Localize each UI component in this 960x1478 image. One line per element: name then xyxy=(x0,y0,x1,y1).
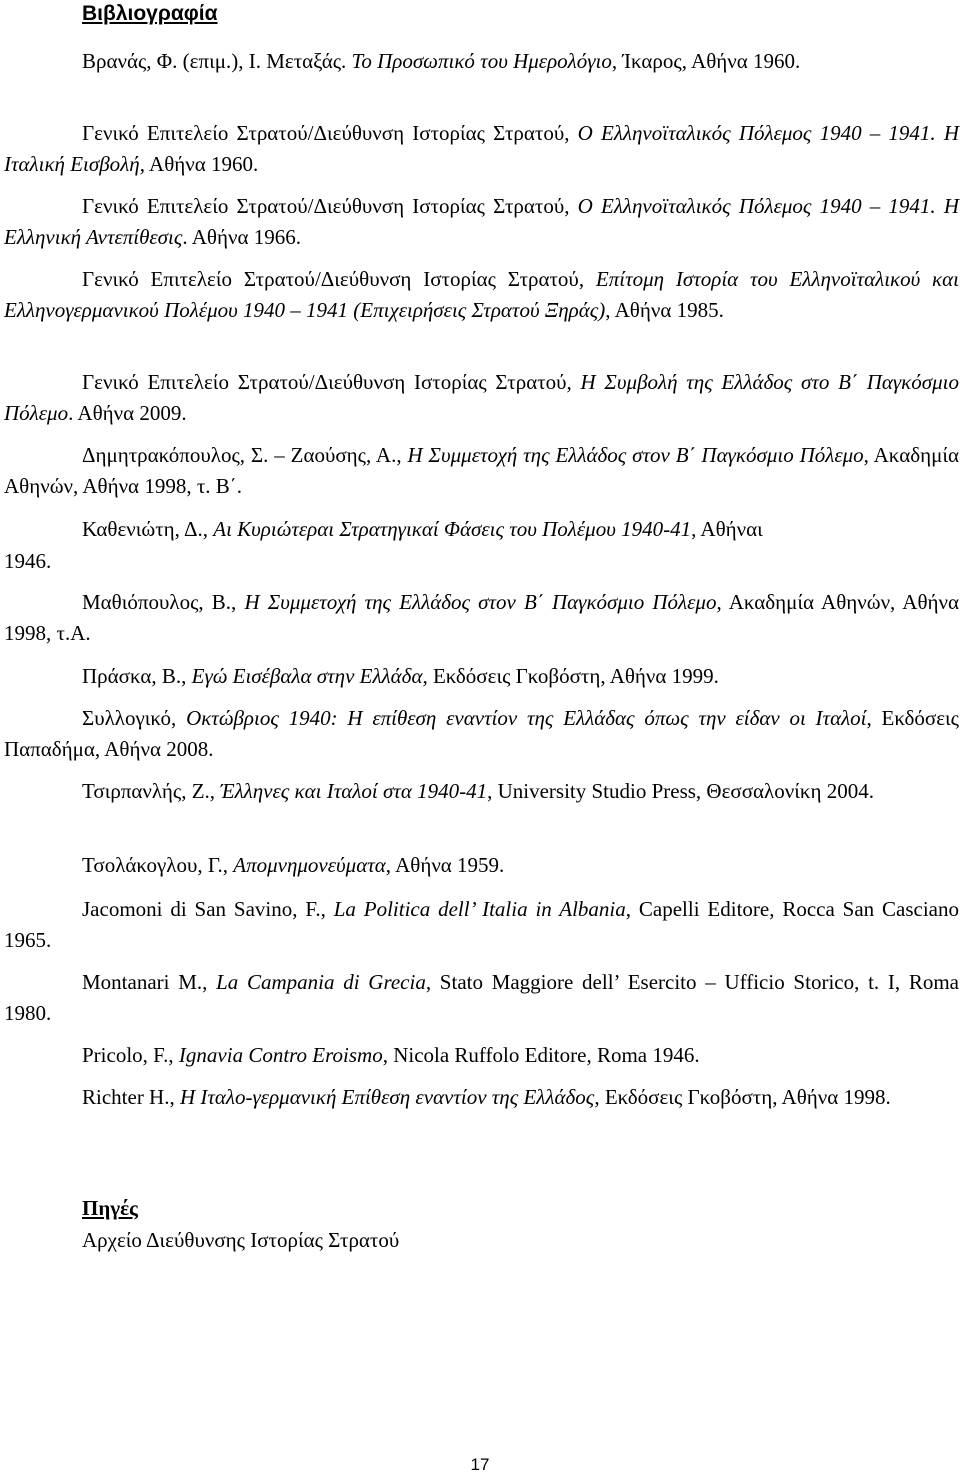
entry-title: Ο Ελληνοϊταλικός Πόλεμος 1940 – 1941. Η Ιταλική Εισβολή xyxy=(4,121,959,176)
entry-title: Αι Κυριώτεραι Στρατηγικαί Φάσεις του Πολέμου 1940-41 xyxy=(213,517,692,541)
entry-title: Το Προσωπικό του Ημερολόγιο xyxy=(351,49,612,73)
entry-publication: , Capelli Editore, Rocca San Casciano 1965. xyxy=(4,897,959,952)
entry-publication: , Nicola Ruffolo Editore, Roma 1946. xyxy=(382,1043,700,1067)
entry-title: La Politica dell’ Italia in Albania xyxy=(333,897,626,921)
entry-publication: , Stato Maggiore dell’ Esercito – Ufficio Storico, t. I, Roma 1980. xyxy=(4,970,959,1025)
entry-title: Η Συμμετοχή της Ελλάδος στον Β΄ Παγκόσμιο Πόλεμο xyxy=(244,590,717,614)
entry-publication: , Αθήναι xyxy=(691,517,763,541)
bibliography-entry xyxy=(4,967,959,1028)
entry-title: Επίτομη Ιστορία του Ελληνοϊταλικού και Ελληνογερμανικού Πολέμου 1940 – 1941 (Επιχειρήσεις Στρατού Ξηράς) xyxy=(4,267,959,322)
entry-publication: , Εκδόσεις Παπαδήμα, Αθήνα 2008. xyxy=(4,706,959,761)
bibliography-entry xyxy=(4,1082,959,1113)
entry-year: 1946. xyxy=(4,549,52,573)
entry-author: Συλλογικό, xyxy=(82,706,187,730)
entry-author: Pricolo, F., xyxy=(82,1043,179,1067)
entry-author: Γενικό Επιτελείο Στρατού/Διεύθυνση Ιστορίας Στρατού, xyxy=(82,267,596,291)
bibliography-heading: Βιβλιογραφία xyxy=(82,2,218,25)
entry-publication: , Ακαδημία Αθηνών, Αθήνα 1998, τ.Α. xyxy=(4,590,959,645)
entry-title: Απομνημονεύματα xyxy=(233,853,386,877)
entry-author: Γενικό Επιτελείο Στρατού/Διεύθυνση Ιστορίας Στρατού, xyxy=(82,194,578,218)
entry-author: Montanari M., xyxy=(82,970,217,994)
entry-title: La Campania di Grecia xyxy=(216,970,426,994)
entry-author: Τσολάκογλου, Γ., xyxy=(82,853,234,877)
entry-author: Richter H., xyxy=(82,1085,180,1109)
bibliography-entry xyxy=(4,894,959,955)
entry-title: Εγώ Εισέβαλα στην Ελλάδα xyxy=(191,664,423,688)
entry-author: Πράσκα, Β., xyxy=(82,664,192,688)
bibliography-entry xyxy=(4,367,959,428)
entry-title: Έλληνες και Ιταλοί στα 1940-41 xyxy=(220,779,488,803)
entry-publication: , Αθήνα 1960. xyxy=(139,151,259,176)
entry-title: Η Συμμετοχή της Ελλάδος στον Β΄ Παγκόσμιο Πόλεμο xyxy=(407,443,864,467)
entry-author: Jacomoni di San Savino, F., xyxy=(82,897,334,921)
bibliography-entry xyxy=(4,850,959,881)
page-number: 17 xyxy=(470,1455,490,1474)
bibliography-entry xyxy=(4,264,959,325)
source-item: Αρχείο Διεύθυνσης Ιστορίας Στρατού xyxy=(82,1228,400,1252)
bibliography-entry xyxy=(4,587,959,648)
entry-author: Γενικό Επιτελείο Στρατού/Διεύθυνση Ιστορίας Στρατού, xyxy=(82,121,578,145)
entry-author: Καθενιώτη, Δ., xyxy=(82,517,214,541)
entry-publication: . Αθήνα 2009. xyxy=(68,400,187,425)
entry-title: Η Συμβολή της Ελλάδος στο Β΄ Παγκόσμιο Πόλεμο xyxy=(4,370,959,425)
entry-title: Η Ιταλο-γερμανική Επίθεση εναντίον της Ελλάδος xyxy=(179,1085,595,1109)
entry-publication: , University Studio Press, Θεσσαλονίκη 2004. xyxy=(487,779,874,803)
entry-publication: , Ακαδημία Αθηνών, Αθήνα 1998, τ. Β΄. xyxy=(4,443,959,498)
bibliography-entry xyxy=(4,514,959,545)
entry-publication: , Αθήνα 1985. xyxy=(605,297,724,322)
entry-publication: , Εκδόσεις Γκοβόστη, Αθήνα 1999. xyxy=(422,664,719,688)
entry-publication: , Αθήνα 1959. xyxy=(385,853,505,877)
entry-publication: , Ίκαρος, Αθήνα 1960. xyxy=(611,49,801,73)
bibliography-entry xyxy=(4,1040,959,1071)
entry-author: Βρανάς, Φ. (επιμ.), Ι. Μεταξάς. xyxy=(82,49,352,73)
bibliography-entry xyxy=(4,46,959,77)
bibliography-entry xyxy=(4,703,959,764)
entry-title: Ο Ελληνοϊταλικός Πόλεμος 1940 – 1941. Η Ελληνική Αντεπίθεσις xyxy=(4,194,959,249)
sources-heading: Πηγές xyxy=(82,1196,138,1220)
entry-title: Οκτώβριος 1940: Η επίθεση εναντίον της Ελλάδας όπως την είδαν οι Ιταλοί xyxy=(186,706,867,730)
bibliography-entry xyxy=(4,440,959,501)
entry-title: Ignavia Contro Eroismo xyxy=(178,1043,383,1067)
bibliography-entry xyxy=(4,118,959,179)
entry-author: Γενικό Επιτελείο Στρατού/Διεύθυνση Ιστορίας Στρατού, xyxy=(82,370,581,394)
entry-author: Μαθιόπουλος, Β., xyxy=(82,590,245,614)
bibliography-entry xyxy=(4,191,959,252)
bibliography-entry xyxy=(4,776,959,807)
bibliography-entry xyxy=(4,661,959,692)
entry-author: Δημητρακόπουλος, Σ. – Ζαούσης, Α., xyxy=(82,443,408,467)
entry-author: Τσιρπανλής, Ζ., xyxy=(82,779,221,803)
entry-publication: . Αθήνα 1966. xyxy=(182,224,301,249)
entry-publication: , Εκδόσεις Γκοβόστη, Αθήνα 1998. xyxy=(594,1085,891,1109)
